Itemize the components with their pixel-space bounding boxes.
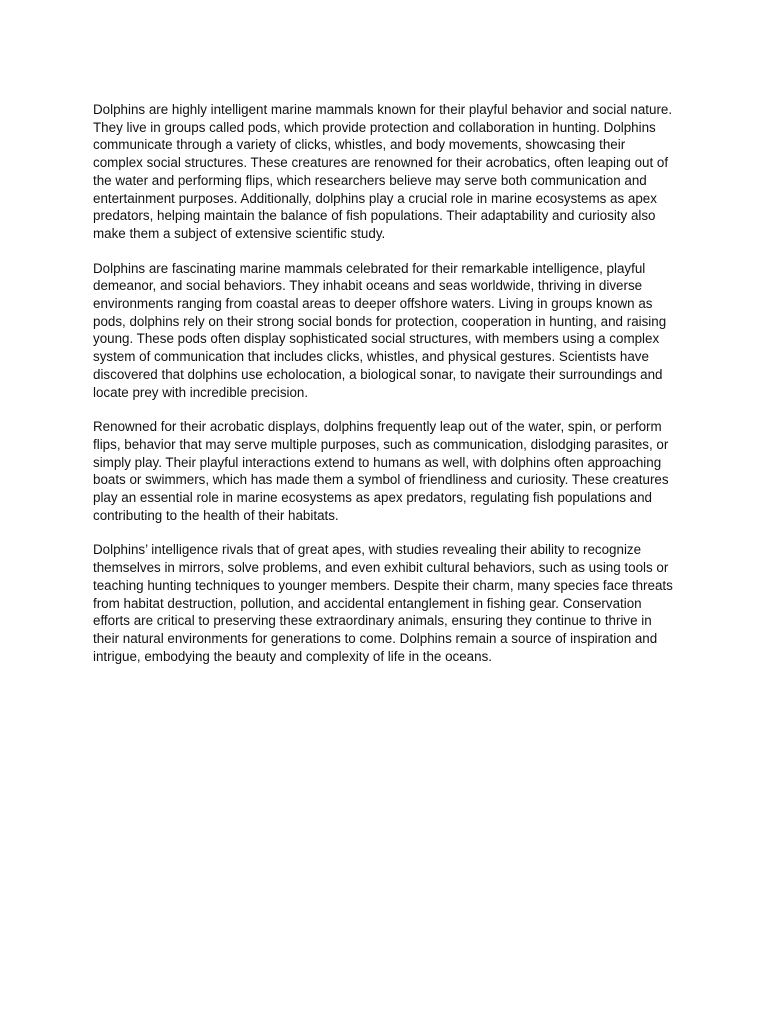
paragraph-4: Dolphins’ intelligence rivals that of great apes, with studies revealing their ability to recognize themselves in mirrors, solve problems, and even exhibit cultural behaviors, such as using tools or teaching hunting techniques to younger members. Despite their charm, many species face threats from habitat destruction, pollution, and accidental entanglement in fishing gear. Conservation efforts are critical to preserving these extraordinary animals, ensuring they continue to thrive in their natural environments for generations to come. Dolphins remain a source of inspiration and intrigue, embodying the beauty and complexity of life in the oceans.: [93, 542, 673, 664]
paragraph-1: Dolphins are highly intelligent marine mammals known for their playful behavior and social nature. They live in groups called pods, which provide protection and collaboration in hunting. Dolphins communicate through a variety of clicks, whistles, and body movements, showcasing their complex social structures. These creatures are renowned for their acrobatics, often leaping out of the water and performing flips, which researchers believe may serve both communication and entertainment purposes. Additionally, dolphins play a crucial role in marine ecosystems as apex predators, helping maintain the balance of fish populations. Their adaptability and curiosity also make them a subject of extensive scientific study.: [93, 102, 673, 241]
paragraph-2: Dolphins are fascinating marine mammals celebrated for their remarkable intelligence, playful demeanor, and social behaviors. They inhabit oceans and seas worldwide, thriving in diverse environments ranging from coastal areas to deeper offshore waters. Living in groups known as pods, dolphins rely on their strong social bonds for protection, cooperation in hunting, and raising young. These pods often display sophisticated social structures, with members using a complex system of communication that includes clicks, whistles, and physical gestures. Scientists have discovered that dolphins use echolocation, a biological sonar, to navigate their surroundings and locate prey with incredible precision.: [93, 260, 667, 400]
paragraph-3: Renowned for their acrobatic displays, dolphins frequently leap out of the water, spin, or perform flips, behavior that may serve multiple purposes, such as communication, dislodging parasites, or simply play. Their playful interactions extend to humans as well, with dolphins often approaching boats or swimmers, which has made them a symbol of friendliness and curiosity. These creatures play an essential role in marine ecosystems as apex predators, regulating fish populations and contributing to the health of their habitats.: [93, 419, 669, 523]
document-body: [93, 101, 677, 665]
